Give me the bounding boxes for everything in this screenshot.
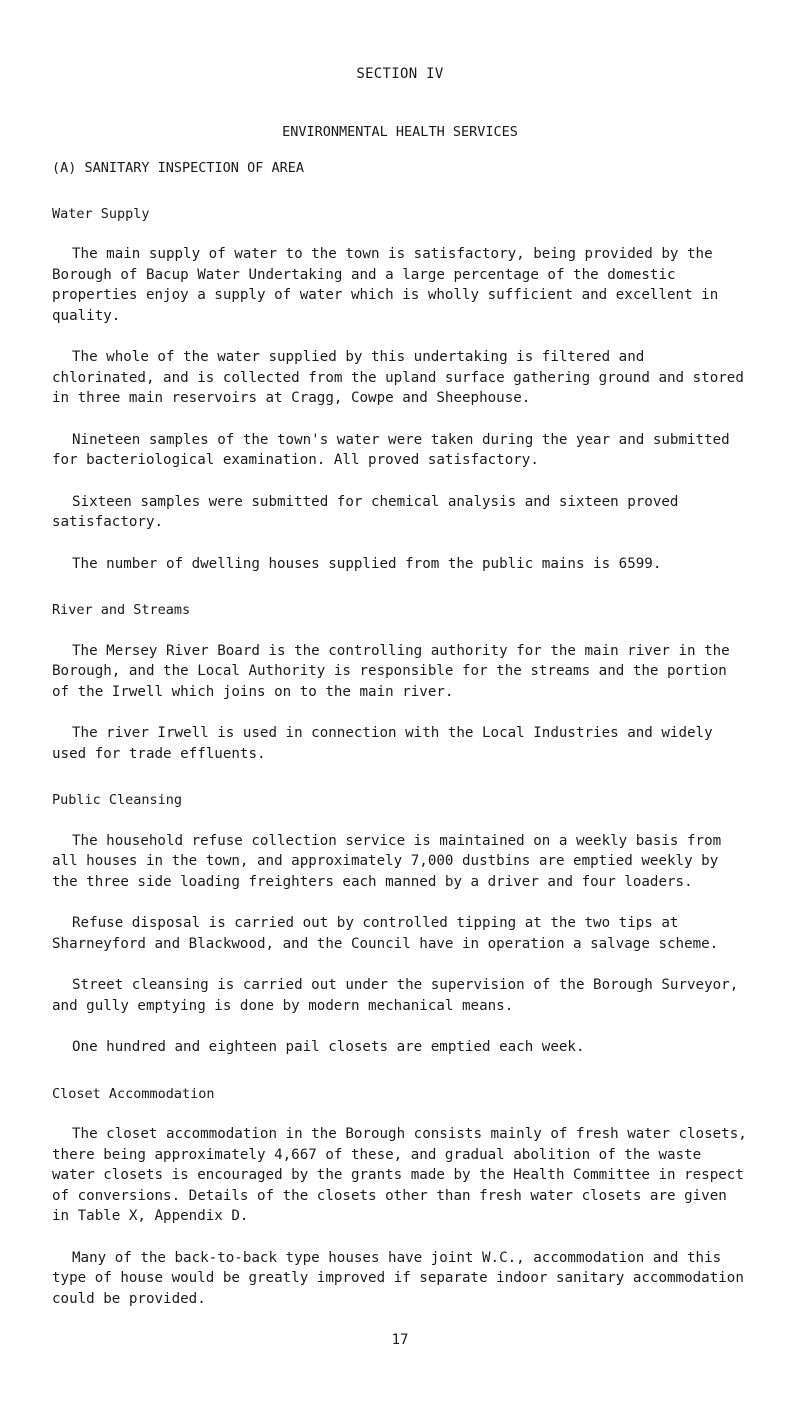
water-supply-paragraph: The whole of the water supplied by this undertaking is filtered and chlorinated, and is collected from the upland surface gathering ground and stored in three main reservoirs at Cragg, Cowpe and Sheephouse. bbox=[52, 349, 744, 406]
page-number: 17 bbox=[391, 1332, 409, 1348]
closet-accommodation-paragraph: Many of the back-to-back type houses have joint W.C., accommodation and this type of house would be greatly improved if separate indoor sanitary accommodation could be provided. bbox=[52, 1249, 744, 1307]
public-cleansing-heading: Public Cleansing bbox=[52, 792, 183, 808]
water-supply-heading: Water Supply bbox=[52, 205, 150, 222]
public-cleansing-paragraph: Street cleansing is carried out under the supervision of the Borough Surveyor, and gully emptying is done by modern mechanical means. bbox=[52, 977, 739, 1014]
public-cleansing-paragraph: The household refuse collection service is maintained on a weekly basis from all houses in the town, and approximately 7,000 dustbins are emptied weekly by the three side loading freighters each manned by a driver and four loaders. bbox=[52, 832, 722, 890]
water-supply-paragraph: The main supply of water to the town is satisfactory, being provided by the Borough of Bacup Water Undertaking and a large percentage of the domestic properties enjoy a supply of water which is wholly sufficient and excellent in quality. bbox=[52, 246, 719, 324]
subsection-heading: (A) SANITARY INSPECTION OF AREA bbox=[52, 160, 304, 176]
river-heading: River and Streams bbox=[52, 602, 191, 618]
water-supply-paragraph: The number of dwelling houses supplied from the public mains is 6599. bbox=[72, 555, 662, 572]
public-cleansing-paragraph: Refuse disposal is carried out by controlled tipping at the two tips at Sharneyford and Blackwood, and the Council have in operation a salvage scheme. bbox=[52, 915, 719, 952]
water-supply-paragraph: Nineteen samples of the town's water were taken during the year and submitted for bacteriological examination. All proved satisfactory. bbox=[52, 431, 730, 468]
document-body bbox=[52, 158, 752, 1330]
water-supply-paragraph: Sixteen samples were submitted for chemical analysis and sixteen proved satisfactory. bbox=[52, 493, 679, 530]
closet-accommodation-paragraph: The closet accommodation in the Borough consists mainly of fresh water closets, there being approximately 4,667 of these, and gradual abolition of the waste water closets is encouraged by the grants made by the Health Committee in respect of conversions. Details of the closets other than fresh water closets are given in Table X, Appendix D. bbox=[52, 1126, 747, 1224]
section-title: SECTION IV bbox=[356, 66, 444, 82]
river-paragraph: The river Irwell is used in connection with the Local Industries and widely used for trade effluents. bbox=[52, 725, 713, 762]
public-cleansing-paragraph: One hundred and eighteen pail closets are emptied each week. bbox=[72, 1039, 585, 1055]
closet-accommodation-heading: Closet Accommodation bbox=[52, 1085, 215, 1102]
river-paragraph: The Mersey River Board is the controlling authority for the main river in the Borough, and the Local Authority is responsible for the streams and the portion of the Irwell which joins on to the main river. bbox=[52, 642, 730, 700]
section-subtitle: ENVIRONMENTAL HEALTH SERVICES bbox=[282, 124, 518, 140]
